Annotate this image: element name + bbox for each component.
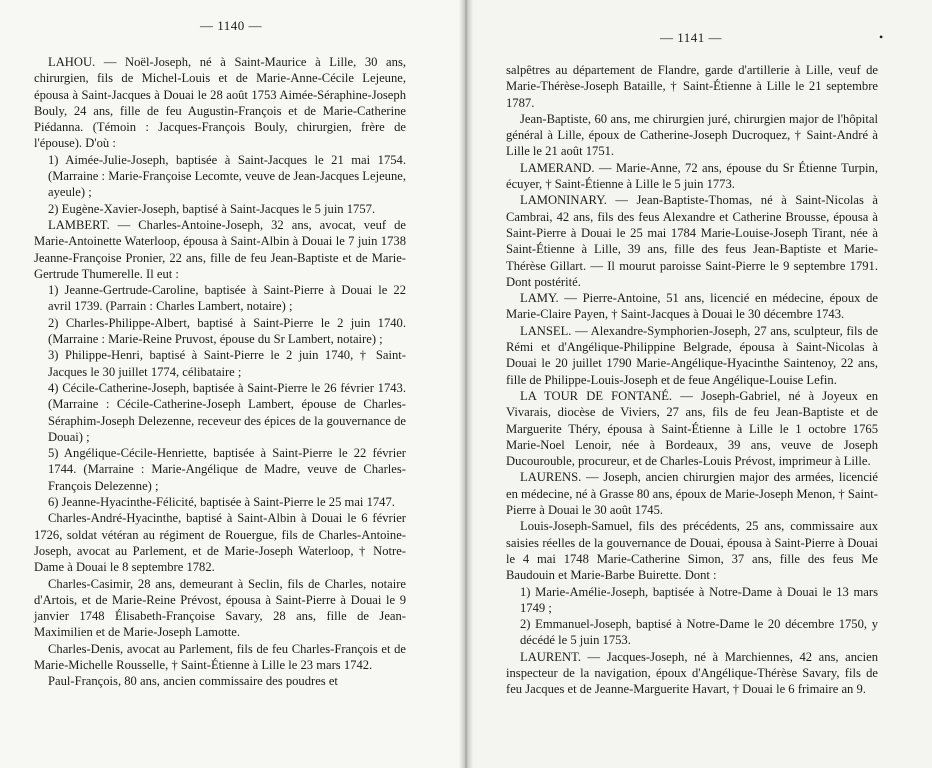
- lambert-charles-denis: Charles-Denis, avocat au Parlement, fils de feu Charles-François et de Marie-Michelle Rousselle, † Saint-Étienne à Lille le 23 mars 1742.: [34, 641, 406, 672]
- lambert-child-1: 1) Jeanne-Gertrude-Caroline, baptisée à Saint-Pierre à Douai le 22 avril 1739. (Parrain : Charles Lambert, notaire) ;: [48, 283, 406, 314]
- entry-lamy: LAMY. — Pierre-Antoine, 51 ans, licencié en médecine, époux de Marie-Claire Payen, † Saint-Jacques à Douai le 30 décembre 1743.: [506, 291, 878, 322]
- laurens-child-1: 1) Marie-Amélie-Joseph, baptisée à Notre-Dame à Douai le 13 mars 1749 ;: [520, 584, 878, 615]
- entry-lambert: LAMBERT. — Charles-Antoine-Joseph, 32 ans, avocat, veuf de Marie-Antoinette Waterloop, épousa à Saint-Albin à Douai le 7 juin 1738 Jeanne-Françoise Pronier, 22 ans, fille de feu Jean-Baptiste et de Marie-Gertrude Thumerelle. Il eut :: [34, 217, 406, 281]
- lambert-child-4: 4) Cécile-Catherine-Joseph, baptisée à Saint-Pierre le 26 février 1743. (Marraine : Cécile-Catherine-Joseph Lambert, épouse de Charles-Séraphim-Joseph Delezenne, receveur des épices de la gouvernance de Douai) ;: [48, 380, 406, 444]
- lambert-charles-andre: Charles-André-Hyacinthe, baptisé à Saint-Albin à Douai le 6 février 1726, soldat vétéran au régiment de Rouergue, fils de Charles-Antoine-Joseph, avocat au Parlement, et de Marie-Joseph Waterloop, † Notre-Dame à Douai le 8 septembre 1782.: [34, 511, 406, 575]
- jean-baptiste-entry: Jean-Baptiste, 60 ans, me chirurgien juré, chirurgien major de l'hôpital général à Lille, époux de Catherine-Joseph Ducroquez, † Saint-André à Lille le 21 août 1751.: [506, 111, 878, 159]
- lambert-charles-casimir: Charles-Casimir, 28 ans, demeurant à Seclin, fils de Charles, notaire d'Artois, et de Marie-Reine Prévost, épousa à Saint-Pierre à Douai le 9 janvier 1748 Élisabeth-Françoise Savary, 28 ans, fille de Jean-Maximilien et de Marie-Joseph Lamotte.: [34, 576, 406, 640]
- left-page-text: [34, 54, 406, 690]
- laurens-louis-joseph-samuel: Louis-Joseph-Samuel, fils des précédents, 25 ans, commissaire aux saisies réelles de la gouvernance de Douai, épousa à Saint-Pierre à Douai le 4 mai 1748 Marie-Catherine Simon, 37 ans, fille des feus Me Baudouin et Marie-Barbe Buirette. Dont :: [506, 519, 878, 583]
- entry-laurens: LAURENS. — Joseph, ancien chirurgien major des armées, licencié en médecine, né à Grasse 80 ans, époux de Marie-Joseph Menon, † Saint-Pierre à Douai le 30 août 1745.: [506, 470, 878, 518]
- lambert-child-6: 6) Jeanne-Hyacinthe-Félicité, baptisée à Saint-Pierre le 25 mai 1747.: [48, 495, 395, 510]
- page-number-left: — 1140 —: [200, 18, 263, 33]
- entry-lamerand: LAMERAND. — Marie-Anne, 72 ans, épouse du Sr Étienne Turpin, écuyer, † Saint-Étienne à Lille le 5 juin 1773.: [506, 160, 878, 192]
- laurens-child-2: 2) Emmanuel-Joseph, baptisé à Notre-Dame le 20 décembre 1750, y décédé le 5 juin 1753.: [520, 617, 878, 648]
- entry-lansel: LANSEL. — Alexandre-Symphorien-Joseph, 27 ans, sculpteur, fils de Rémi et d'Angélique-Philippine Belgrade, épousa à Saint-Nicolas à Douai le 20 juillet 1790 Marie-Angélique-Hyacinthe Saintenoy, 22 ans, fille de Philippe-Louis-Joseph et de feue Angélique-Louise Lefin.: [506, 323, 878, 387]
- lahou-child-2: 2) Eugène-Xavier-Joseph, baptisé à Saint-Jacques le 5 juin 1757.: [48, 201, 376, 216]
- entry-lahou: LAHOU. — Noël-Joseph, né à Saint-Maurice à Lille, 30 ans, chirurgien, fils de Michel-Louis et de Marie-Anne-Cécile Lejeune, épousa à Saint-Jacques à Douai le 28 août 1753 Aimée-Séraphine-Joseph Bouly, 24 ans, fille de feu Augustin-François et de Marie-Catherine Piédanna. (Témoin : Jacques-François Bouly, chirurgien, frère de l'épouse). D'où :: [34, 55, 406, 151]
- entry-lamoninary: LAMONINARY. — Jean-Baptiste-Thomas, né à Saint-Nicolas à Cambrai, 42 ans, fils des feus Alexandre et Catherine Brousse, épousa à Saint-Pierre à Douai le 25 mai 1784 Marie-Louise-Joseph Tirant, née à Saint-Étienne à Lille, 39 ans, fille des feus Jean-Baptiste et Marie-Thérèse Gillart. — Il mourut paroisse Saint-Pierre le 9 septembre 1791. Dont postérité.: [506, 193, 878, 289]
- page-number-right: — 1141 —: [660, 30, 723, 45]
- lambert-paul-francois: Paul-François, 80 ans, ancien commissaire des poudres et: [48, 674, 338, 689]
- book-gutter-shadow: [459, 0, 473, 768]
- lambert-child-5: 5) Angélique-Cécile-Henriette, baptisée à Saint-Pierre le 22 février 1744. (Marraine : Marie-Angélique de Madre, veuve de Charles-François Delezenne) ;: [48, 446, 406, 493]
- lambert-child-2: 2) Charles-Philippe-Albert, baptisé à Saint-Pierre le 2 juin 1740. (Marraine : Marie-Reine Pruvost, épouse du Sr Lambert, notaire) ;: [48, 315, 406, 347]
- paul-francois-continued: salpêtres au département de Flandre, garde d'artillerie à Lille, veuf de Marie-Thérèse-Joseph Bataille, † Saint-Étienne à Lille le 21 septembre 1787.: [506, 63, 878, 110]
- right-page-text: [506, 62, 878, 698]
- entry-laurent: LAURENT. — Jacques-Joseph, né à Marchiennes, 42 ans, ancien inspecteur de la navigation, époux d'Angélique-Thérèse Savary, fils de feu Jacques et de Jeanne-Marguerite Havart, † Douai le 6 frimaire an 9.: [506, 649, 878, 697]
- page-mark: •: [879, 30, 884, 44]
- lambert-child-3: 3) Philippe-Henri, baptisé à Saint-Pierre le 2 juin 1740, † Saint-Jacques le 30 juillet 1774, célibataire ;: [48, 348, 406, 379]
- entry-la-tour-de-fontane: LA TOUR DE FONTANÉ. — Joseph-Gabriel, né à Joyeux en Vivarais, diocèse de Viviers, 27 ans, fils de feu Jean-Baptiste et de Marguerite Théry, épousa à Saint-Étienne à Lille le 1 octobre 1765 Marie-Noel Lenoir, née à Bordeaux, 39 ans, veuve de Joseph Ducourouble, procureur, et de Charles-Louis Prévost, imprimeur à Lille.: [506, 388, 878, 469]
- lahou-child-1: 1) Aimée-Julie-Joseph, baptisée à Saint-Jacques le 21 mai 1754. (Marraine : Marie-Françoise Lecomte, veuve de Jean-Jacques Lejeune, ayeule) ;: [48, 152, 406, 200]
- right-page: [466, 0, 932, 768]
